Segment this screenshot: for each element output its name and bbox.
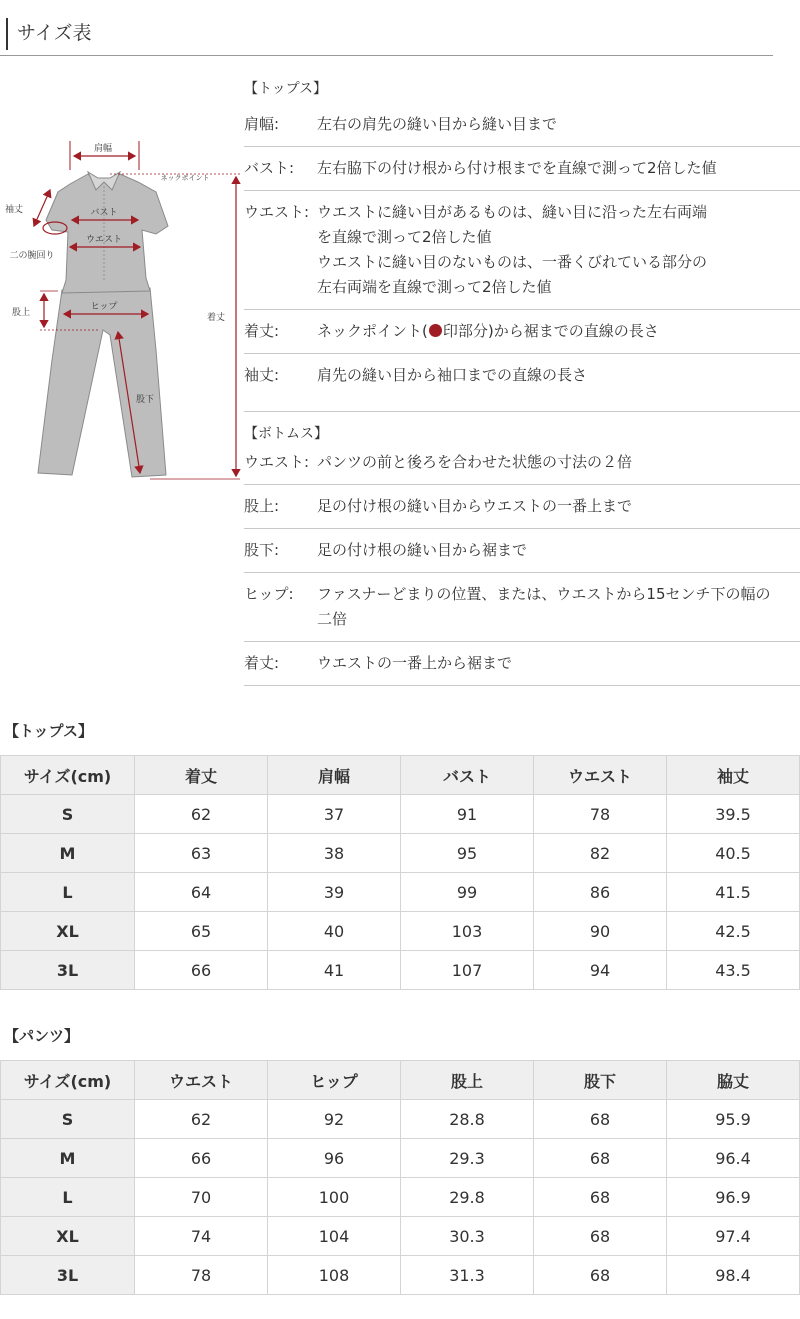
table-cell: 95 xyxy=(401,834,534,873)
definition-description: 足の付け根の縫い目からウエストの一番上まで xyxy=(317,497,633,515)
table-cell: 74 xyxy=(135,1217,268,1256)
table-row xyxy=(1,912,800,951)
bust-label: バスト xyxy=(90,208,118,218)
size-cell: 3L xyxy=(1,951,135,990)
definition-row xyxy=(244,485,800,529)
table-cell: 30.3 xyxy=(401,1217,534,1256)
table-cell: 98.4 xyxy=(667,1256,800,1295)
definition-row xyxy=(244,354,800,397)
definition-term: ヒップ: xyxy=(244,585,294,603)
inseam-label: 股下 xyxy=(135,395,155,405)
pants-size-table xyxy=(0,1060,800,1295)
page-title: サイズ表 xyxy=(6,18,91,50)
neck-point-dot-icon xyxy=(429,324,442,337)
size-cell: 3L xyxy=(1,1256,135,1295)
definition-row xyxy=(244,310,800,354)
table-row xyxy=(1,1139,800,1178)
table-cell: 94 xyxy=(534,951,667,990)
table-cell: 65 xyxy=(135,912,268,951)
table-cell: 43.5 xyxy=(667,951,800,990)
definition-row xyxy=(244,573,800,642)
table-cell: 104 xyxy=(268,1217,401,1256)
table-cell: 66 xyxy=(135,951,268,990)
table-cell: 97.4 xyxy=(667,1217,800,1256)
definition-term: 着丈: xyxy=(244,322,280,340)
pants-table-heading: 【パンツ】 xyxy=(4,1027,80,1045)
definition-term: 袖丈: xyxy=(244,366,280,384)
definition-description: 肩先の縫い目から袖口までの直線の長さ xyxy=(317,366,588,384)
sleeve-label: 袖丈 xyxy=(4,205,24,215)
definition-row xyxy=(244,191,800,310)
definition-row xyxy=(244,642,800,686)
definition-term: ウエスト: xyxy=(244,203,310,221)
definition-description: ネックポイント( 印部分)から裾までの直線の長さ xyxy=(317,322,659,340)
table-row xyxy=(1,951,800,990)
table-cell: 37 xyxy=(268,795,401,834)
table-cell: 92 xyxy=(268,1100,401,1139)
definition-description: パンツの前と後ろを合わせた状態の寸法の２倍 xyxy=(317,453,633,471)
table-cell: 99 xyxy=(401,873,534,912)
table-cell: 29.3 xyxy=(401,1139,534,1178)
table-header-row xyxy=(1,756,800,795)
table-row xyxy=(1,1100,800,1139)
column-header: サイズ(cm) xyxy=(1,756,135,795)
table-cell: 63 xyxy=(135,834,268,873)
column-header: ウエスト xyxy=(135,1061,268,1100)
definition-row xyxy=(244,448,800,485)
table-cell: 66 xyxy=(135,1139,268,1178)
table-cell: 107 xyxy=(401,951,534,990)
table-cell: 62 xyxy=(135,1100,268,1139)
table-cell: 39 xyxy=(268,873,401,912)
table-cell: 95.9 xyxy=(667,1100,800,1139)
table-cell: 64 xyxy=(135,873,268,912)
waist-label: ウエスト xyxy=(85,235,123,245)
table-cell: 103 xyxy=(401,912,534,951)
hip-label: ヒップ xyxy=(90,302,118,312)
definition-description: 左右脇下の付け根から付け根までを直線で測って2倍した値 xyxy=(317,159,717,177)
table-cell: 78 xyxy=(534,795,667,834)
table-cell: 28.8 xyxy=(401,1100,534,1139)
pants-silhouette xyxy=(38,288,166,477)
definition-description: 左右の肩先の縫い目から縫い目まで xyxy=(317,115,558,133)
definition-description: ファスナーどまりの位置、または、ウエストから15センチ下の幅の 二倍 xyxy=(317,585,771,628)
definition-row xyxy=(244,529,800,573)
table-cell: 29.8 xyxy=(401,1178,534,1217)
table-header-row xyxy=(1,1061,800,1100)
definition-term: ウエスト: xyxy=(244,453,310,471)
rise-label: 股上 xyxy=(11,308,31,318)
definition-description: 足の付け根の縫い目から裾まで xyxy=(317,541,528,559)
definition-term: 着丈: xyxy=(244,654,280,672)
column-header: 股下 xyxy=(534,1061,667,1100)
table-row xyxy=(1,795,800,834)
size-cell: XL xyxy=(1,912,135,951)
table-cell: 38 xyxy=(268,834,401,873)
top-silhouette xyxy=(46,174,168,293)
column-header: サイズ(cm) xyxy=(1,1061,135,1100)
table-cell: 41 xyxy=(268,951,401,990)
definition-term: 肩幅: xyxy=(244,115,280,133)
column-header: 股上 xyxy=(401,1061,534,1100)
column-header: 袖丈 xyxy=(667,756,800,795)
table-cell: 100 xyxy=(268,1178,401,1217)
definition-term: バスト: xyxy=(244,159,295,177)
table-row xyxy=(1,1178,800,1217)
size-cell: M xyxy=(1,834,135,873)
table-cell: 39.5 xyxy=(667,795,800,834)
size-cell: S xyxy=(1,795,135,834)
table-cell: 68 xyxy=(534,1139,667,1178)
definition-description: ウエストの一番上から裾まで xyxy=(317,654,513,672)
table-cell: 96.4 xyxy=(667,1139,800,1178)
shoulder-label: 肩幅 xyxy=(93,144,113,154)
table-cell: 78 xyxy=(135,1256,268,1295)
size-cell: L xyxy=(1,873,135,912)
table-cell: 31.3 xyxy=(401,1256,534,1295)
table-cell: 62 xyxy=(135,795,268,834)
definition-description: ウエストに縫い目があるものは、縫い目に沿った左右両端 を直線で測って2倍した値 ウエストに縫い目のないものは、一番くびれている部分の 左右両端を直線で測って2倍した値 xyxy=(317,203,708,296)
table-cell: 82 xyxy=(534,834,667,873)
table-cell: 96 xyxy=(268,1139,401,1178)
table-cell: 40 xyxy=(268,912,401,951)
column-header: 脇丈 xyxy=(667,1061,800,1100)
definition-term: 股下: xyxy=(244,541,280,559)
table-cell: 68 xyxy=(534,1217,667,1256)
size-cell: S xyxy=(1,1100,135,1139)
table-row xyxy=(1,1256,800,1295)
definition-row xyxy=(244,147,800,191)
table-row xyxy=(1,1217,800,1256)
definition-row xyxy=(244,103,800,147)
title-divider xyxy=(0,55,773,56)
column-header: ウエスト xyxy=(534,756,667,795)
table-row xyxy=(1,834,800,873)
column-header: 肩幅 xyxy=(268,756,401,795)
definition-term: 股上: xyxy=(244,497,280,515)
column-header: バスト xyxy=(401,756,534,795)
arm-circumference-label: 二の腕回り xyxy=(9,251,55,261)
column-header: ヒップ xyxy=(268,1061,401,1100)
table-cell: 41.5 xyxy=(667,873,800,912)
table-row xyxy=(1,873,800,912)
measurement-definitions xyxy=(244,75,800,686)
size-cell: XL xyxy=(1,1217,135,1256)
bottoms-definitions-heading: 【ボトムス】 xyxy=(244,411,800,448)
table-cell: 96.9 xyxy=(667,1178,800,1217)
tops-definitions-heading: 【トップス】 xyxy=(244,81,328,97)
table-cell: 91 xyxy=(401,795,534,834)
neck-point-label: ネックポイント xyxy=(160,174,210,182)
table-cell: 70 xyxy=(135,1178,268,1217)
tops-size-table xyxy=(0,755,800,990)
table-cell: 68 xyxy=(534,1256,667,1295)
table-cell: 68 xyxy=(534,1178,667,1217)
size-cell: L xyxy=(1,1178,135,1217)
column-header: 着丈 xyxy=(135,756,268,795)
table-cell: 108 xyxy=(268,1256,401,1295)
table-cell: 40.5 xyxy=(667,834,800,873)
garment-measurement-figure xyxy=(0,130,245,490)
length-label: 着丈 xyxy=(206,313,226,323)
size-cell: M xyxy=(1,1139,135,1178)
tops-table-heading: 【トップス】 xyxy=(4,722,93,740)
table-cell: 68 xyxy=(534,1100,667,1139)
table-cell: 90 xyxy=(534,912,667,951)
table-cell: 42.5 xyxy=(667,912,800,951)
table-cell: 86 xyxy=(534,873,667,912)
